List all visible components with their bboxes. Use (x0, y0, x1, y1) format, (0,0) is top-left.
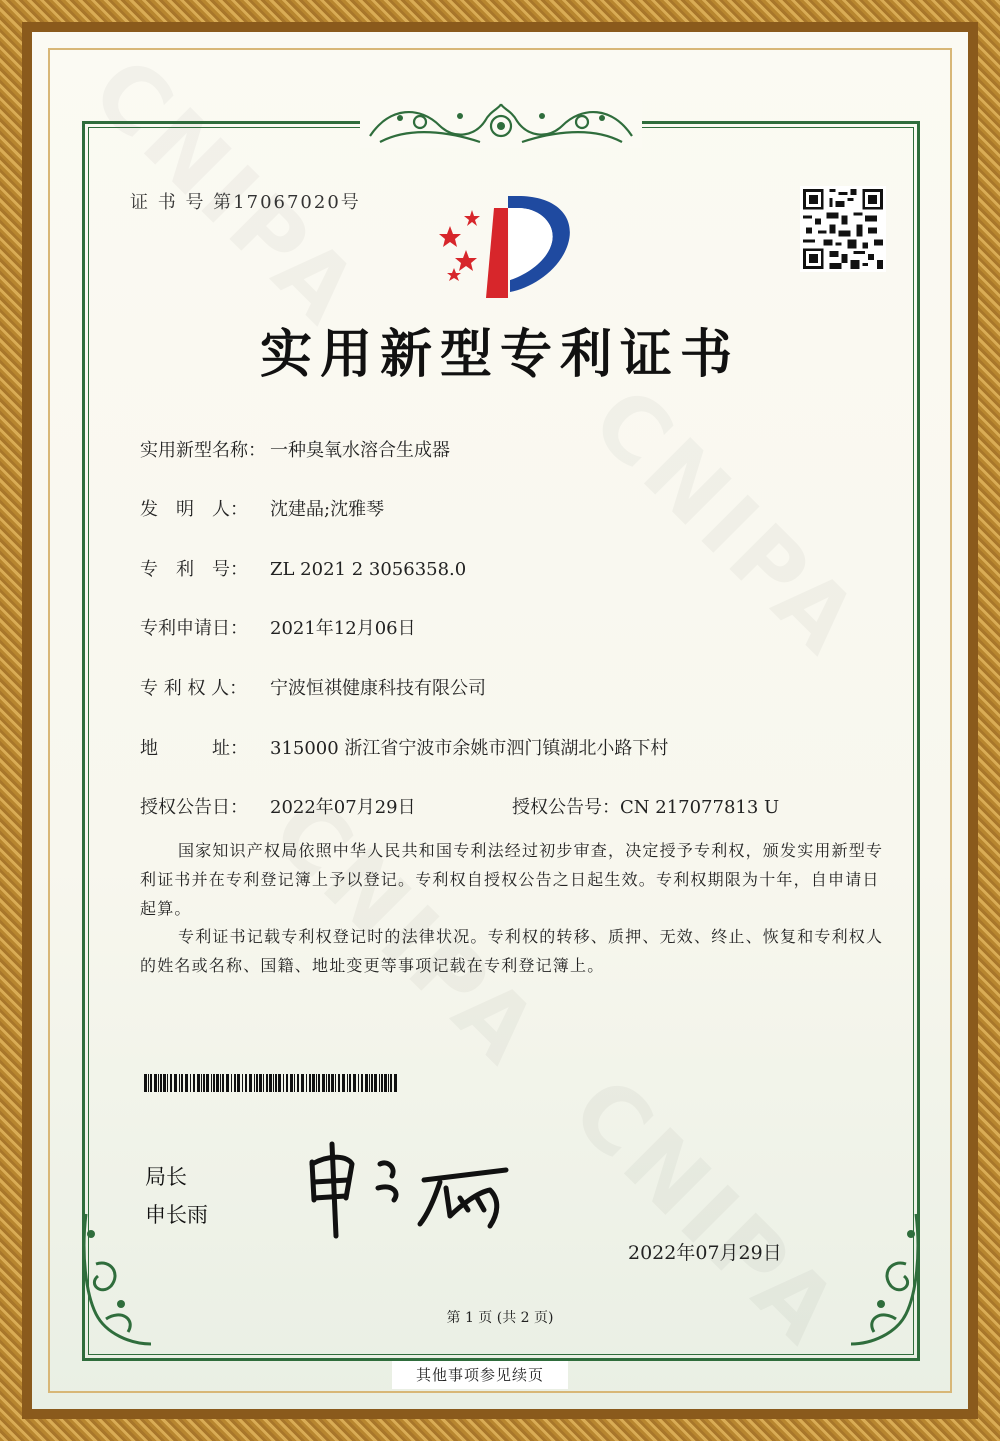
handwritten-signature (300, 1140, 520, 1240)
certificate-number: 证 书 号 第17067020号 (130, 192, 361, 213)
field-patentee (140, 674, 486, 700)
corner-ornament-right (846, 1204, 926, 1354)
top-ornament (360, 96, 642, 148)
field-inventor (140, 495, 384, 521)
field-label: 专 利 权 人： (140, 678, 248, 699)
corner-ornament-left (76, 1204, 156, 1354)
field-value: 315000 浙江省宁波市余姚市泗门镇湖北小路下村 (270, 738, 669, 759)
field-label: 地 址： (140, 738, 248, 759)
field-label: 授权公告号： (512, 797, 620, 818)
director-title: 局长 (145, 1165, 187, 1189)
field-label: 实用新型名称： (140, 440, 266, 461)
field-value: 宁波恒祺健康科技有限公司 (270, 678, 486, 699)
qr-code (800, 186, 886, 272)
field-grant-date (140, 793, 416, 819)
field-label: 专利申请日： (140, 618, 248, 639)
continuation-note: 其他事项参见续页 (392, 1361, 568, 1389)
field-utility-model-name (140, 436, 450, 462)
field-grant-number (512, 793, 779, 819)
field-value: 沈建晶;沈雅琴 (270, 499, 385, 520)
field-value: 2022年07月29日 (270, 797, 416, 818)
field-application-date (140, 614, 416, 640)
field-value: CN 217077813 U (620, 797, 780, 818)
cnipa-logo (428, 188, 578, 304)
certificate-title: 实用新型专利证书 (259, 324, 740, 385)
field-value: 2021年12月06日 (270, 618, 416, 639)
field-patent-number (140, 555, 466, 581)
director-name: 申长雨 (145, 1203, 208, 1227)
field-value: 一种臭氧水溶合生成器 (270, 440, 450, 461)
signature-date: 2022年07月29日 (628, 1242, 782, 1264)
field-label: 发 明 人： (140, 499, 248, 520)
field-label: 专 利 号： (140, 559, 248, 580)
page-number: 第 1 页 (共 2 页) (446, 1310, 554, 1326)
barcode (144, 1074, 398, 1092)
field-value: ZL 2021 2 3056358.0 (270, 559, 467, 580)
legal-paragraph-1: 国家知识产权局依照中华人民共和国专利法经过初步审查，决定授予专利权，颁发实用新型专利证书并在专利登记簿上予以登记。专利权自授权公告之日起生效。专利权期限为十年，自申请日起算。 (140, 841, 884, 918)
field-address (140, 734, 668, 760)
legal-paragraph-2: 专利证书记载专利权登记时的法律状况。专利权的转移、质押、无效、终止、恢复和专利权人的姓名或名称、国籍、地址变更等事项记载在专利登记簿上。 (140, 927, 884, 975)
field-label: 授权公告日： (140, 797, 248, 818)
